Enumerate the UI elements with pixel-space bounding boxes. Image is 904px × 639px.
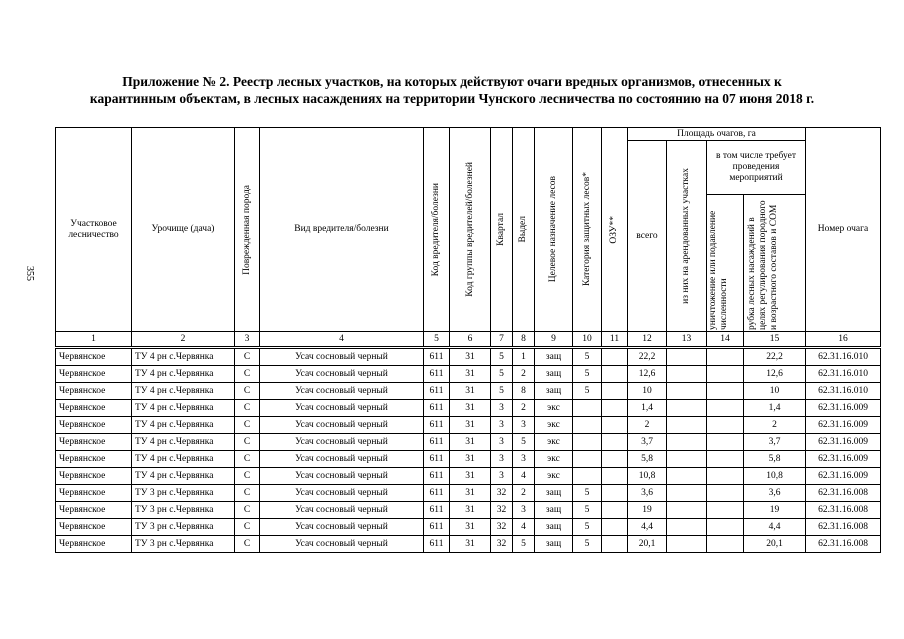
table-cell: 62.31.16.010	[806, 383, 881, 400]
table-cell: экс	[535, 468, 573, 485]
table-cell: Усач сосновый черный	[260, 400, 424, 417]
table-cell: Червянское	[56, 434, 132, 451]
header-requires-measures: в том числе требует проведения мероприятий	[707, 141, 806, 195]
header-leased: из них на арендованных участках	[667, 141, 707, 332]
table-cell: Червянское	[56, 383, 132, 400]
table-cell: С	[235, 519, 260, 536]
table-cell	[707, 383, 744, 400]
table-cell: 5	[491, 383, 513, 400]
table-cell: ТУ 4 рн с.Червянка	[132, 434, 235, 451]
table-cell: 611	[424, 468, 450, 485]
table-cell: экс	[535, 400, 573, 417]
header-allotment: Выдел	[513, 128, 535, 332]
table-cell: С	[235, 451, 260, 468]
table-cell	[602, 417, 628, 434]
title-line-1: Приложение № 2. Реестр лесных участков, на которых действуют очаги вредных организмов, отнесенных к	[122, 74, 782, 89]
table-cell	[707, 468, 744, 485]
table-cell: 31	[450, 434, 491, 451]
table-cell: С	[235, 400, 260, 417]
table-cell: экс	[535, 451, 573, 468]
table-cell: Червянское	[56, 536, 132, 553]
table-cell: 5,8	[628, 451, 667, 468]
table-cell	[667, 383, 707, 400]
table-cell: 611	[424, 485, 450, 502]
table-cell: 611	[424, 383, 450, 400]
table-cell: 3	[513, 417, 535, 434]
table-cell	[707, 519, 744, 536]
table-cell: 20,1	[744, 536, 806, 553]
table-body	[56, 348, 881, 553]
header-pest-code: Код вредителя/болезни	[424, 128, 450, 332]
column-number: 8	[513, 332, 535, 348]
header-focus-number: Номер очага	[806, 128, 881, 332]
table-cell: 62.31.16.008	[806, 519, 881, 536]
table-cell: Червянское	[56, 502, 132, 519]
column-number: 14	[707, 332, 744, 348]
table-cell: Червянское	[56, 366, 132, 383]
table-cell: С	[235, 417, 260, 434]
table-cell: 3	[491, 468, 513, 485]
column-number: 15	[744, 332, 806, 348]
table-cell: защ	[535, 502, 573, 519]
table-cell: Червянское	[56, 348, 132, 366]
table-cell: Червянское	[56, 485, 132, 502]
table-cell: 20,1	[628, 536, 667, 553]
registry-table	[55, 127, 881, 553]
table-cell: С	[235, 434, 260, 451]
table-cell: 62.31.16.010	[806, 348, 881, 366]
table-cell: 5	[491, 348, 513, 366]
table-cell: защ	[535, 519, 573, 536]
table-cell: 62.31.16.009	[806, 451, 881, 468]
table-cell: С	[235, 366, 260, 383]
table-cell: 611	[424, 366, 450, 383]
column-number-row	[56, 332, 881, 348]
table-cell: 611	[424, 536, 450, 553]
table-cell: экс	[535, 417, 573, 434]
table-row	[56, 348, 881, 366]
table-cell: 22,2	[628, 348, 667, 366]
table-cell: С	[235, 468, 260, 485]
table-row	[56, 434, 881, 451]
table-cell: 10	[628, 383, 667, 400]
header-area: Площадь очагов, га	[628, 128, 806, 141]
table-cell: 31	[450, 502, 491, 519]
table-cell: Усач сосновый черный	[260, 502, 424, 519]
table-cell: 22,2	[744, 348, 806, 366]
table-cell: 3,7	[744, 434, 806, 451]
table-cell	[667, 485, 707, 502]
table-cell: 1	[513, 348, 535, 366]
table-cell: 3	[491, 434, 513, 451]
table-cell: 5	[513, 536, 535, 553]
table-cell: Червянское	[56, 468, 132, 485]
column-number: 10	[573, 332, 602, 348]
table-cell: 5	[513, 434, 535, 451]
table-cell	[573, 434, 602, 451]
table-cell: 62.31.16.009	[806, 400, 881, 417]
table-cell	[602, 519, 628, 536]
table-cell: С	[235, 485, 260, 502]
page-number: 355	[24, 266, 35, 281]
table-cell: 62.31.16.010	[806, 366, 881, 383]
table-cell	[667, 519, 707, 536]
table-cell: защ	[535, 383, 573, 400]
table-row	[56, 468, 881, 485]
table-cell: Червянское	[56, 417, 132, 434]
table-cell	[707, 366, 744, 383]
table-cell: 8	[513, 383, 535, 400]
header-species: Поврежденная порода	[235, 128, 260, 332]
header-tract: Урочище (дача)	[132, 128, 235, 332]
header-purpose: Целевое назначение лесов	[535, 128, 573, 332]
table-cell: 611	[424, 451, 450, 468]
table-cell: 62.31.16.008	[806, 502, 881, 519]
column-number: 3	[235, 332, 260, 348]
table-cell	[573, 417, 602, 434]
table-cell: 62.31.16.008	[806, 485, 881, 502]
table-cell: 3	[491, 417, 513, 434]
table-cell: ТУ 4 рн с.Червянка	[132, 348, 235, 366]
table-cell	[707, 417, 744, 434]
table-cell: Усач сосновый черный	[260, 348, 424, 366]
table-cell: 62.31.16.009	[806, 434, 881, 451]
table-cell: 3	[491, 451, 513, 468]
table-row	[56, 400, 881, 417]
document-title	[40, 73, 864, 107]
table-row	[56, 536, 881, 553]
table-cell: 10	[744, 383, 806, 400]
table-cell: 2	[744, 417, 806, 434]
table-cell	[602, 383, 628, 400]
table-cell: С	[235, 536, 260, 553]
table-cell: Усач сосновый черный	[260, 519, 424, 536]
column-number: 1	[56, 332, 132, 348]
table-cell: 611	[424, 348, 450, 366]
table-cell: экс	[535, 434, 573, 451]
table-cell: Усач сосновый черный	[260, 383, 424, 400]
table-cell: 611	[424, 434, 450, 451]
table-cell: Червянское	[56, 519, 132, 536]
table-cell: Червянское	[56, 451, 132, 468]
table-cell: 611	[424, 519, 450, 536]
table-cell: 3	[491, 400, 513, 417]
table-cell: С	[235, 383, 260, 400]
table-cell: 5	[573, 485, 602, 502]
table-cell	[602, 502, 628, 519]
table-cell: ТУ 3 рн с.Червянка	[132, 519, 235, 536]
table-cell: Червянское	[56, 400, 132, 417]
table-row	[56, 417, 881, 434]
table-cell	[707, 502, 744, 519]
table-cell: 31	[450, 383, 491, 400]
table-cell: ТУ 4 рн с.Червянка	[132, 383, 235, 400]
table-cell	[602, 536, 628, 553]
table-cell: 31	[450, 519, 491, 536]
table-cell: 32	[491, 519, 513, 536]
header-category: Категория защитных лесов*	[573, 128, 602, 332]
table-cell	[573, 451, 602, 468]
table-cell: 5	[573, 366, 602, 383]
table-row	[56, 502, 881, 519]
table-cell	[602, 485, 628, 502]
table-cell	[667, 400, 707, 417]
table-cell: 3	[513, 451, 535, 468]
table-cell: 3,7	[628, 434, 667, 451]
table-cell	[707, 434, 744, 451]
table-cell: 4,4	[744, 519, 806, 536]
header-total: всего	[628, 141, 667, 332]
table-cell: 12,6	[628, 366, 667, 383]
header-ozu: ОЗУ**	[602, 128, 628, 332]
column-number: 13	[667, 332, 707, 348]
table-cell: Усач сосновый черный	[260, 434, 424, 451]
table-cell: защ	[535, 366, 573, 383]
table-row	[56, 485, 881, 502]
table-cell: 5	[573, 383, 602, 400]
table-cell: 10,8	[744, 468, 806, 485]
header-felling: рубка лесных насаждений в целях регулирования породного и возрастного составов и СОМ	[744, 195, 806, 332]
table-cell: 19	[744, 502, 806, 519]
table-cell: 611	[424, 417, 450, 434]
header-quarter: Квартал	[491, 128, 513, 332]
table-cell	[602, 451, 628, 468]
table-cell	[602, 468, 628, 485]
table-cell: Усач сосновый черный	[260, 485, 424, 502]
table-cell: 2	[513, 485, 535, 502]
table-cell: С	[235, 348, 260, 366]
table-cell: 32	[491, 485, 513, 502]
table-cell	[707, 400, 744, 417]
table-cell: ТУ 3 рн с.Червянка	[132, 502, 235, 519]
table-cell: С	[235, 502, 260, 519]
table-cell: ТУ 4 рн с.Червянка	[132, 366, 235, 383]
table-cell	[667, 348, 707, 366]
table-cell: Усач сосновый черный	[260, 417, 424, 434]
table-cell: 1,4	[628, 400, 667, 417]
table-cell: 10,8	[628, 468, 667, 485]
table-cell	[602, 366, 628, 383]
table-cell	[573, 400, 602, 417]
table-cell: 611	[424, 502, 450, 519]
table-cell: 31	[450, 348, 491, 366]
column-number: 16	[806, 332, 881, 348]
table-cell: 32	[491, 536, 513, 553]
column-number: 7	[491, 332, 513, 348]
table-cell: Усач сосновый черный	[260, 366, 424, 383]
header-forestry: Участковое лесничество	[56, 128, 132, 332]
table-cell: Усач сосновый черный	[260, 536, 424, 553]
table-cell: 5	[491, 366, 513, 383]
table-cell: 32	[491, 502, 513, 519]
table-cell: защ	[535, 485, 573, 502]
table-cell	[667, 502, 707, 519]
table-cell: защ	[535, 348, 573, 366]
table-row	[56, 451, 881, 468]
table-cell: 4	[513, 519, 535, 536]
table-cell	[667, 434, 707, 451]
table-cell: Усач сосновый черный	[260, 468, 424, 485]
table-cell	[602, 400, 628, 417]
column-number: 6	[450, 332, 491, 348]
table-cell: 5	[573, 502, 602, 519]
column-number: 12	[628, 332, 667, 348]
table-cell: 31	[450, 485, 491, 502]
table-row	[56, 366, 881, 383]
table-cell: 31	[450, 536, 491, 553]
table-cell: защ	[535, 536, 573, 553]
table-cell: 2	[628, 417, 667, 434]
table-cell: Усач сосновый черный	[260, 451, 424, 468]
table-cell	[573, 468, 602, 485]
table-row	[56, 383, 881, 400]
table-cell: 3,6	[744, 485, 806, 502]
column-number: 11	[602, 332, 628, 348]
table-cell: 3,6	[628, 485, 667, 502]
table-cell: 2	[513, 400, 535, 417]
table-cell	[667, 468, 707, 485]
column-number: 4	[260, 332, 424, 348]
table-cell: ТУ 4 рн с.Червянка	[132, 468, 235, 485]
table-cell: 31	[450, 417, 491, 434]
header-group-code: Код группы вредителей/болезней	[450, 128, 491, 332]
column-number: 9	[535, 332, 573, 348]
table-cell: 31	[450, 366, 491, 383]
table-cell: 31	[450, 400, 491, 417]
column-number: 2	[132, 332, 235, 348]
table-cell: 12,6	[744, 366, 806, 383]
table-cell: 611	[424, 400, 450, 417]
table-cell: 19	[628, 502, 667, 519]
title-line-2: карантинным объектам, в лесных насаждениях на территории Чунского лесничества по состоянию на 07 июня 2018 г.	[89, 91, 815, 106]
table-cell: 31	[450, 451, 491, 468]
table-cell	[707, 451, 744, 468]
table-cell: 5	[573, 348, 602, 366]
table-cell: ТУ 4 рн с.Червянка	[132, 400, 235, 417]
table-cell	[667, 536, 707, 553]
header-pest: Вид вредителя/болезни	[260, 128, 424, 332]
table-cell: 5,8	[744, 451, 806, 468]
table-cell: ТУ 4 рн с.Червянка	[132, 451, 235, 468]
table-cell: ТУ 3 рн с.Червянка	[132, 485, 235, 502]
table-cell: 3	[513, 502, 535, 519]
table-cell	[707, 348, 744, 366]
table-cell: ТУ 4 рн с.Червянка	[132, 417, 235, 434]
column-number: 5	[424, 332, 450, 348]
table-cell: 62.31.16.009	[806, 468, 881, 485]
header-suppression: уничтожение или подавление численности	[707, 195, 744, 332]
table-cell: 4,4	[628, 519, 667, 536]
table-cell: 5	[573, 519, 602, 536]
table-cell: 62.31.16.009	[806, 417, 881, 434]
table-cell: 5	[573, 536, 602, 553]
table-cell: 31	[450, 468, 491, 485]
table-cell: 1,4	[744, 400, 806, 417]
table-cell: 2	[513, 366, 535, 383]
table-cell: 4	[513, 468, 535, 485]
table-cell	[707, 485, 744, 502]
table-cell	[602, 348, 628, 366]
table-cell	[667, 417, 707, 434]
table-cell: 62.31.16.008	[806, 536, 881, 553]
table-row	[56, 519, 881, 536]
table-cell	[667, 451, 707, 468]
table-cell: ТУ 3 рн с.Червянка	[132, 536, 235, 553]
table-cell	[667, 366, 707, 383]
table-cell	[602, 434, 628, 451]
table-cell	[707, 536, 744, 553]
